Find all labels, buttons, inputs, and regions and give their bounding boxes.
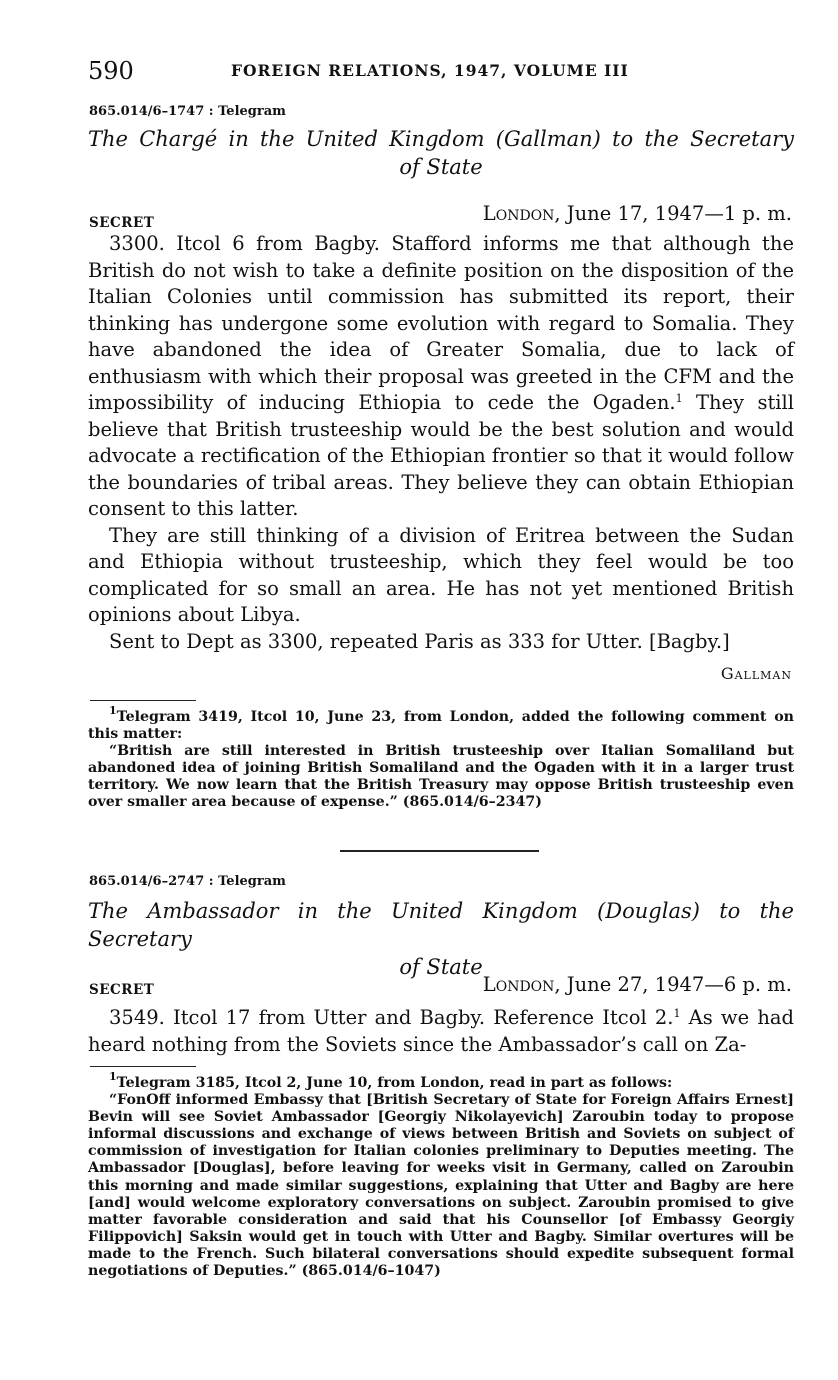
- doc2-footnote-quote: “FonOff informed Embassy that [British Secretary of State for Foreign Affairs Ernest] Bevin will see Soviet Ambassador [Georgiy Nikolayevich] Zaroubin today to propose informal discussions and exchange of views between British and Soviets on subject of commission of investigation for Italian colonies preliminary to Deputies meeting. The Ambassador [Douglas], before leaving for weeks visit in Germany, called on Zaroubin this morning and made similar suggestions, explaining that Utter and Bagby are here [and] would welcome exploratory conversations on subject. Zaroubin promised to give matter favorable consideration and said that his Counsellor [of Embassy Georgiy Filippovich] Saksin would get in touch with Utter and Bagby. Similar overtures will be made to the French. Such bilateral conversations should expedite subsequent formal negotiations of Deputies.” (865.014/6–1047): [88, 1092, 794, 1280]
- doc2-title: [88, 897, 794, 981]
- page-number: 590: [88, 57, 134, 85]
- doc1-dateline: [483, 201, 792, 227]
- doc1-body: [88, 231, 794, 655]
- doc1-paragraph-1-text-a: 3300. Itcol 6 from Bagby. Stafford informs me that although the British do not wish to take a definite position on the disposition of the Italian Colonies until commission has submitted its report, their thinking has undergone some evolution with regard to Somalia. They have abandoned the idea of Greater Somalia, due to lack of enthusiasm with which their proposal was greeted in the CFM and the impossibility of inducing Ethiopia to cede the Ogaden.: [88, 232, 794, 414]
- doc2-title-line1: The Ambassador in the United Kingdom (Douglas) to the Secretary: [88, 899, 794, 951]
- doc2-dateline: [483, 972, 792, 998]
- footnote-number: 1: [109, 704, 117, 717]
- footnote-divider: [90, 700, 196, 701]
- doc2-footnote: [88, 1070, 794, 1280]
- footnote-divider: [90, 1066, 196, 1067]
- volume-title: FOREIGN RELATIONS, 1947, VOLUME III: [231, 61, 629, 80]
- doc1-title-line2: of State: [399, 155, 483, 179]
- doc1-title-line1: The Chargé in the United Kingdom (Gallman) to the Secretary: [88, 127, 794, 151]
- doc1-paragraph-1-text-b: They still believe that British trusteeship would be the best solution and would advocate a rectification of the Ethiopian frontier so that it would follow the boundaries of tribal areas. They believe they can obtain Ethiopian consent to this latter.: [88, 391, 794, 520]
- doc1-signature: Gallman: [720, 664, 792, 683]
- doc2-footnote-intro-text: Telegram 3185, Itcol 2, June 10, from London, read in part as follows:: [116, 1075, 673, 1091]
- doc1-dateline-date: , June 17, 1947—1 p. m.: [554, 202, 792, 225]
- footnote-marker: 1: [675, 392, 683, 405]
- doc2-paragraph-1-text-b: As we had heard nothing from the Soviets since the Ambassador’s call on Za-: [88, 1006, 794, 1056]
- doc2-body: [88, 1005, 794, 1058]
- doc2-dateline-city: London: [482, 973, 555, 996]
- doc2-paragraph-1: [88, 1005, 794, 1058]
- doc1-paragraph-3: Sent to Dept as 3300, repeated Paris as 333 for Utter. [Bagby.]: [109, 629, 730, 653]
- doc1-footnote: [88, 704, 794, 812]
- doc1-footnote-intro-text: Telegram 3419, Itcol 10, June 23, from London, added the following comment on this matter:: [88, 709, 794, 743]
- doc1-paragraph-2: They are still thinking of a division of Eritrea between the Sudan and Ethiopia without trusteeship, which they feel would be too complicated for so small an area. He has not yet mentioned British opinions about Libya.: [88, 523, 794, 626]
- running-head: [88, 56, 794, 88]
- footnote-number: 1: [109, 1070, 117, 1083]
- doc1-classification: SECRET: [89, 215, 155, 231]
- footnote-marker: 1: [673, 1007, 681, 1020]
- document-separator: [340, 850, 539, 852]
- doc1-file-reference: 865.014/6–1747 : Telegram: [89, 104, 286, 119]
- doc2-title-line2: of State: [399, 955, 483, 979]
- doc2-file-reference: 865.014/6–2747 : Telegram: [89, 874, 286, 889]
- doc1-paragraph-1: [88, 231, 794, 523]
- doc1-title: [88, 125, 794, 181]
- doc1-footnote-intro: [88, 704, 794, 743]
- doc1-footnote-quote: “British are still interested in British trusteeship over Italian Somaliland but abandoned idea of joining British Somaliland and the Ogaden with it in a larger trust territory. We now learn that the British Treasury may oppose British trusteeship even over smaller area because of expense.” (865.014/6–2347): [88, 743, 794, 811]
- doc2-classification: SECRET: [89, 982, 155, 998]
- doc2-dateline-date: , June 27, 1947—6 p. m.: [554, 973, 792, 996]
- doc2-footnote-intro: [88, 1070, 794, 1092]
- doc1-dateline-city: London: [482, 202, 555, 225]
- doc2-paragraph-1-text-a: 3549. Itcol 17 from Utter and Bagby. Reference Itcol 2.: [109, 1006, 674, 1029]
